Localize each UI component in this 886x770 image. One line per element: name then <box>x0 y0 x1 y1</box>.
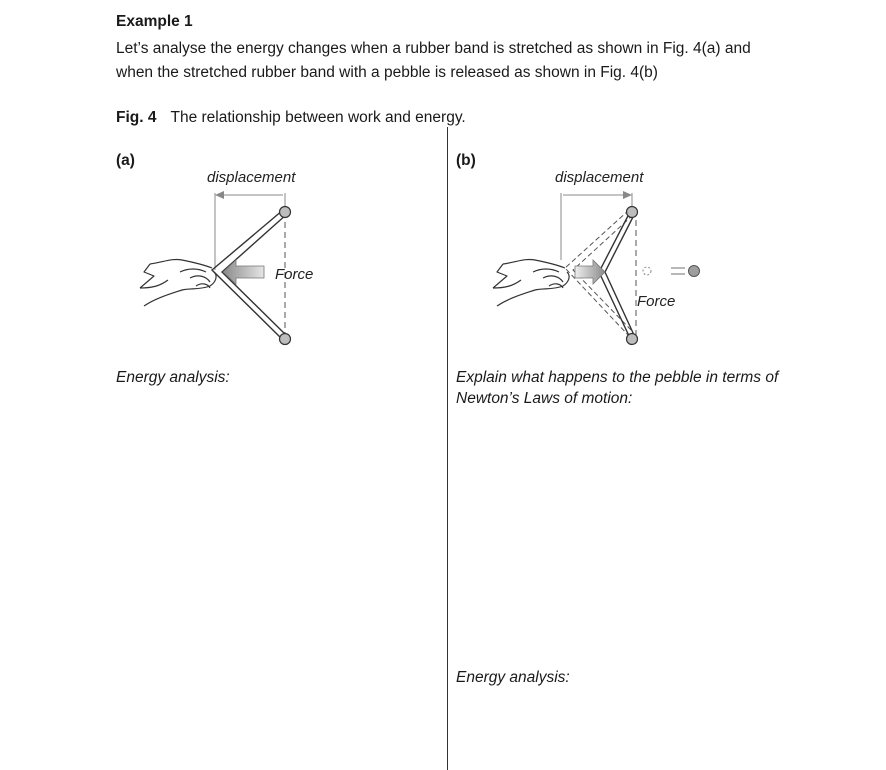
panel-b-newton-prompt <box>456 367 778 409</box>
figure-caption-text: The relationship between work and energy. <box>170 109 466 126</box>
force-arrow-icon <box>223 260 264 284</box>
panel-b-newton-prompt-line-2: Newton’s Laws of motion: <box>456 390 633 407</box>
intro-line-1: Let’s analyse the energy changes when a rubber band is stretched as shown in Fig. 4(a) and <box>116 40 751 57</box>
hand-icon <box>140 259 216 306</box>
pebble-ghost-icon <box>643 267 651 275</box>
panel-b-force-label: Force <box>637 293 676 310</box>
figure-b-rubber-band-release <box>475 160 715 355</box>
pebble-icon <box>689 266 700 277</box>
panel-b-label: (b) <box>456 152 476 169</box>
intro-paragraph <box>116 37 802 85</box>
figure-a-rubber-band-stretch <box>130 160 340 355</box>
panel-b-displacement-label: displacement <box>555 169 644 186</box>
displacement-arrow-icon <box>561 191 632 260</box>
column-divider <box>447 127 448 770</box>
post-top-icon <box>627 207 638 218</box>
post-bottom-icon <box>627 334 638 345</box>
panel-a-force-label: Force <box>275 266 314 283</box>
example-title: Example 1 <box>116 13 193 30</box>
motion-lines-icon <box>671 268 685 274</box>
figure-caption <box>116 109 466 127</box>
intro-line-2: when the stretched rubber band with a pebble is released as shown in Fig. 4(b) <box>116 64 658 81</box>
hand-icon <box>493 259 569 306</box>
panel-a-displacement-label: displacement <box>207 169 296 186</box>
post-top-icon <box>280 207 291 218</box>
post-bottom-icon <box>280 334 291 345</box>
rubber-band-icon <box>599 212 634 338</box>
figure-number: Fig. 4 <box>116 109 157 126</box>
panel-b-newton-prompt-line-1: Explain what happens to the pebble in terms of <box>456 369 779 386</box>
panel-a-energy-prompt: Energy analysis: <box>116 369 230 386</box>
panel-a-label: (a) <box>116 152 135 169</box>
panel-b-energy-prompt: Energy analysis: <box>456 669 570 686</box>
